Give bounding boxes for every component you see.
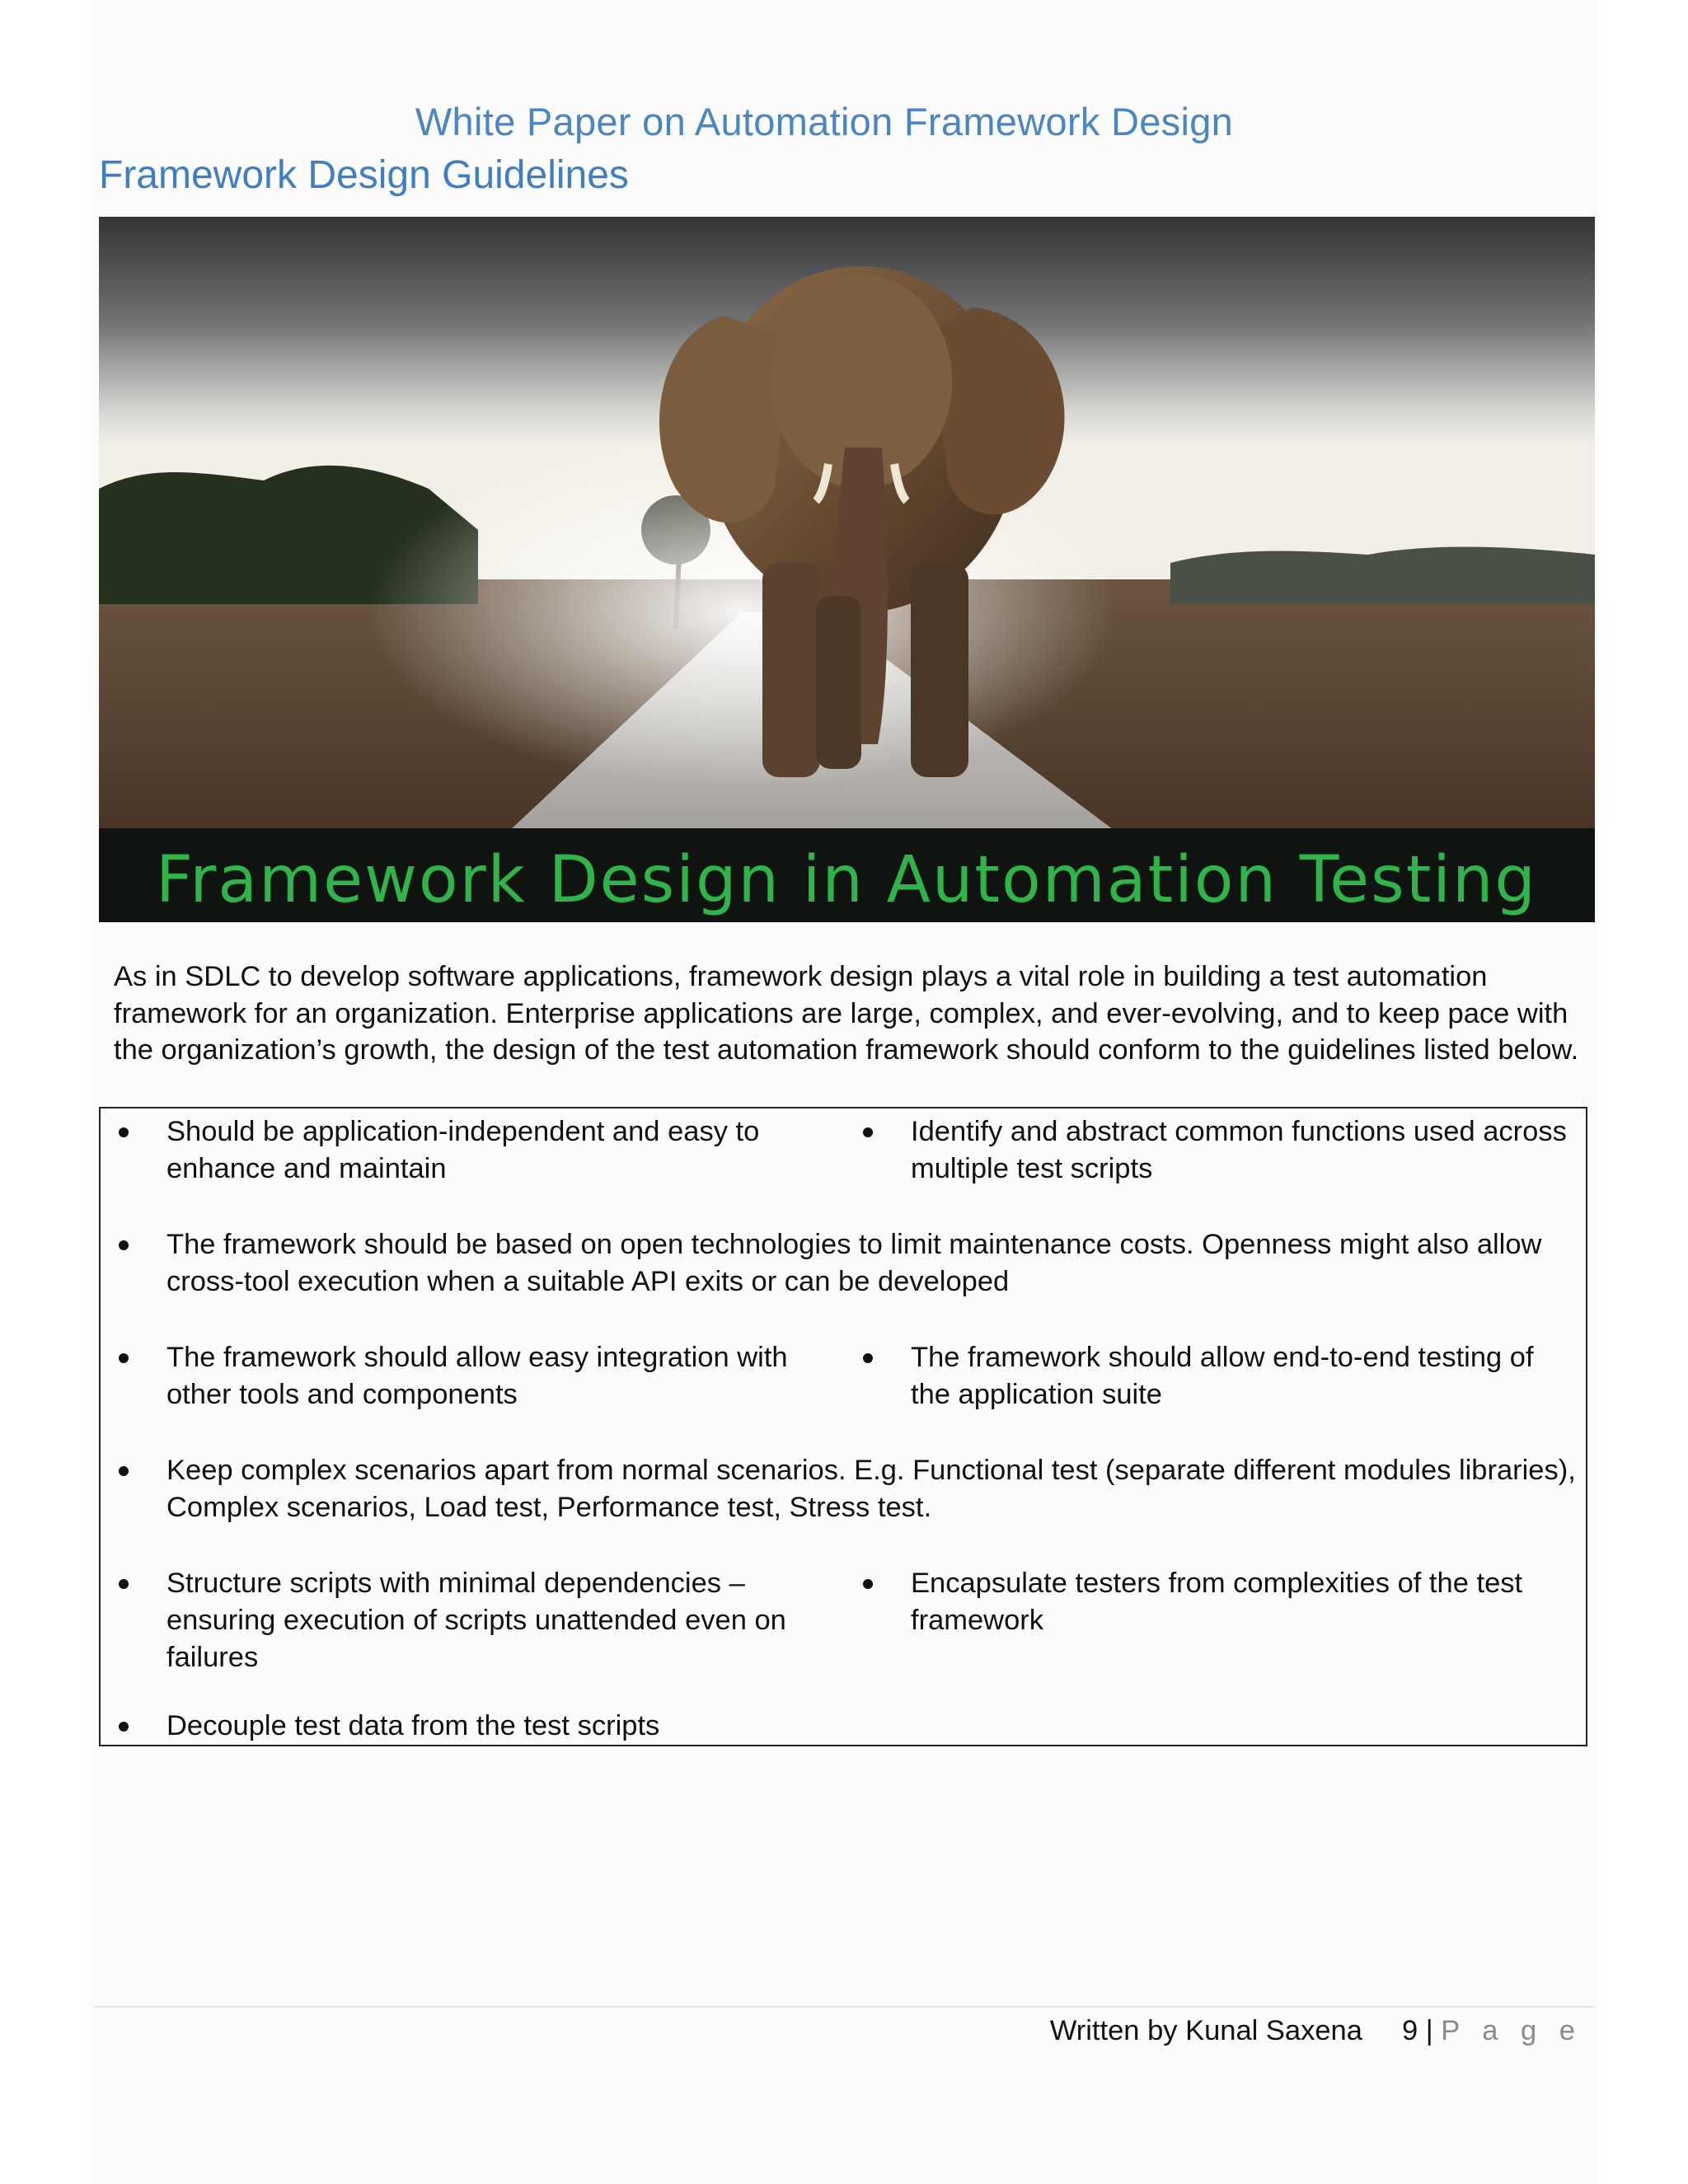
bullet-icon	[119, 1353, 129, 1363]
bullet-icon	[863, 1127, 873, 1137]
footer-author: Written by Kunal Saxena	[1049, 2015, 1362, 2046]
bullet-icon	[119, 1722, 129, 1732]
bullet-icon	[863, 1579, 873, 1589]
footer-divider	[95, 2006, 1595, 2008]
bullet-icon	[119, 1466, 129, 1476]
hero-image	[99, 217, 1595, 922]
hero-caption: Framework Design in Automation Testing	[156, 843, 1537, 917]
intro-paragraph: As in SDLC to develop software applications, framework design plays a vital role in building a test automation framework for an organization. Enterprise applications are large, complex, and ever-evolving, and to keep pace with the organization’s growth, the design of the test automation framework should conform to the guidelines listed below.	[114, 961, 1579, 1066]
bullet-icon	[119, 1240, 129, 1250]
guidelines-box: Should be application-independent and easy to enhance and maintain Identify and abstract common functions used across multiple test scripts The framework should be based on open technologies to limit maintenance costs. Openness might also allow cross-tool execution when a suitable API exits or can be developed The framework should allow easy integration with other tools and components The framework should allow end-to-end testing of the application suite Keep complex scenarios apart from normal scenarios. E.g. Functional test (separate different modules libraries), Complex scenarios, Load test, Performance test, Stress test. Structure scripts with minimal dependencies – ensuring execution of scripts unattended even on failures Encapsulate testers from complexities of the test framework Decouple test data from the test scripts	[99, 1107, 1587, 1746]
footer-separator: |	[1425, 2015, 1433, 2046]
bullet-icon	[119, 1127, 129, 1137]
section-heading: Framework Design Guidelines	[99, 153, 629, 197]
page-footer	[1050, 2013, 1582, 2049]
bullet-icon	[119, 1579, 129, 1589]
footer-page-number: 9	[1401, 2015, 1418, 2046]
document-header-title: White Paper on Automation Framework Design	[415, 100, 1234, 143]
footer-page-word: P a g e	[1441, 2015, 1582, 2046]
bullet-icon	[863, 1353, 873, 1363]
